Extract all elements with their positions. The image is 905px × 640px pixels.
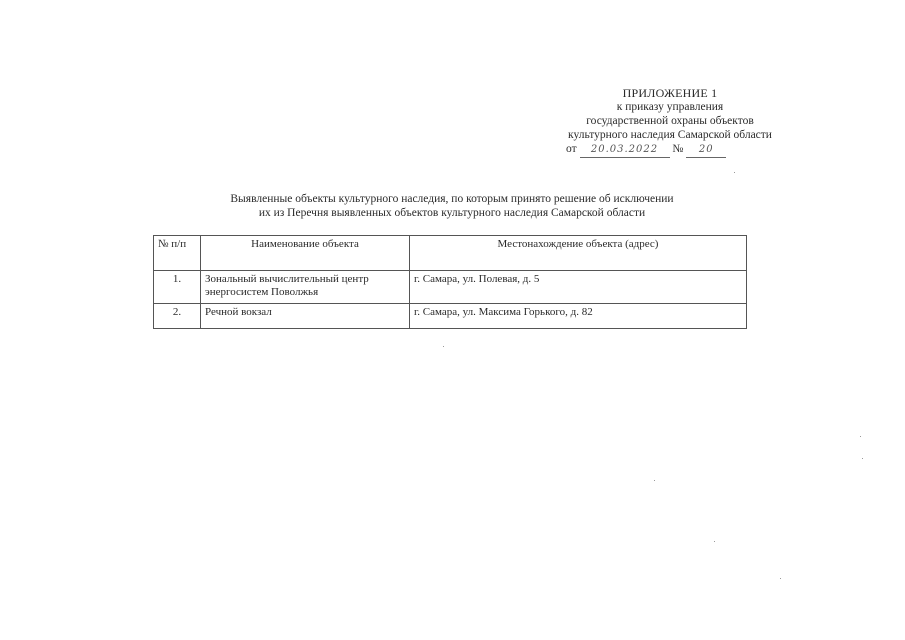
handwritten-date: 20.03.2022 [580,143,670,158]
header-address: Местонахождение объекта (адрес) [410,236,747,271]
heading-line-1: Выявленные объекты культурного наследия, по которым принято решение об исключении [230,193,674,205]
row-num: 2. [154,304,201,329]
row-address: г. Самара, ул. Полевая, д. 5 [410,271,747,304]
row-num: 1. [154,271,201,304]
appendix-line-order: к приказу управления [616,101,724,113]
table-row [154,271,747,304]
scan-speck [862,458,863,459]
appendix-date-line [566,142,726,158]
scan-speck [443,346,444,347]
row-name: Речной вокзал [201,304,410,329]
appendix-line-department: государственной охраны объектов [586,115,754,127]
scan-speck [780,578,781,579]
scan-speck [734,172,735,173]
header-name: Наименование объекта [201,236,410,271]
appendix-block [500,86,840,142]
header-num: № п/п [154,236,201,271]
row-address: г. Самара, ул. Максима Горького, д. 82 [410,304,747,329]
table-header-row [154,236,747,271]
document-heading [150,192,754,220]
scan-speck [654,480,655,481]
handwritten-number: 20 [686,143,726,158]
scan-speck [860,436,861,437]
appendix-line-heritage: культурного наследия Самарской области [568,129,772,141]
scan-speck [714,541,715,542]
row-name: Зональный вычислительный центр энергосистем Поволжья [201,271,410,304]
number-prefix: № [672,143,684,155]
table-row [154,304,747,329]
heading-line-2: их из Перечня выявленных объектов культурного наследия Самарской области [258,207,646,219]
objects-table [153,235,747,329]
date-prefix: от [566,143,577,155]
appendix-title: ПРИЛОЖЕНИЕ 1 [622,86,718,100]
